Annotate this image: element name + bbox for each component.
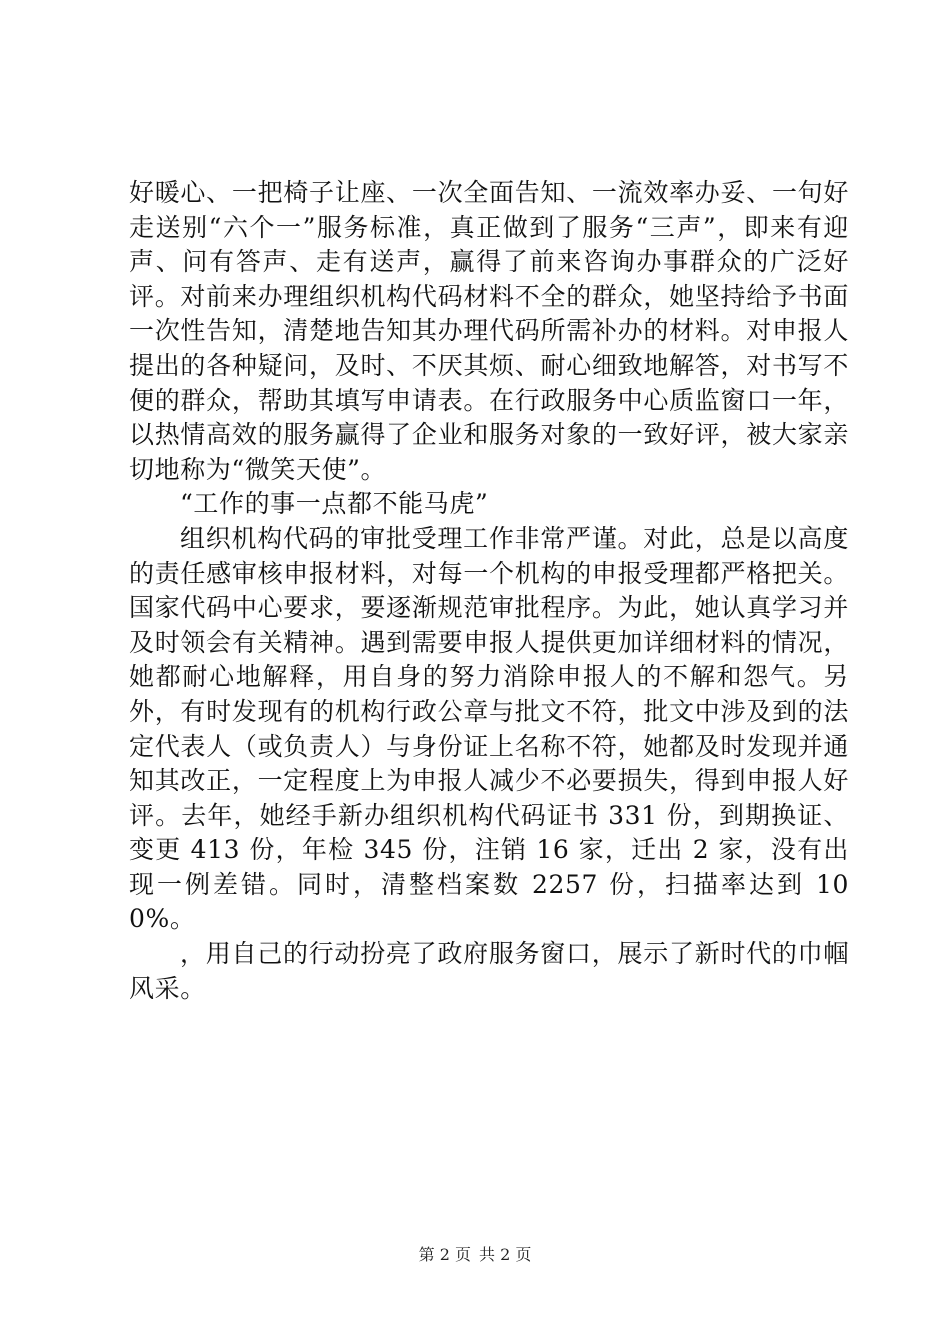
page-number: 第 2 页 xyxy=(418,1245,471,1264)
document-body xyxy=(129,176,849,1006)
paragraph-service-standards: 好暖心、一把椅子让座、一次全面告知、一流效率办妥、一句好走送别“六个一”服务标准，真正做到了服务“三声”，即来有迎声、问有答声、走有送声，赢得了前来咨询办事群众的广泛好评。对前来办理组织机构代码材料不全的群众，她坚持给予书面一次性告知，清楚地告知其办理代码所需补办的材料。对申报人提出的各种疑问，及时、不厌其烦、耐心细致地解答，对书写不便的群众，帮助其填写申请表。在行政服务中心质监窗口一年，以热情高效的服务赢得了企业和服务对象的一致好评，被大家亲切地称为“微笑天使”。 xyxy=(129,178,849,484)
paragraph-approval-work: 组织机构代码的审批受理工作非常严谨。对此，总是以高度的责任感审核申报材料，对每一个机构的申报受理都严格把关。国家代码中心要求，要逐渐规范审批程序。为此，她认真学习并及时领会有关精神。遇到需要申报人提供更加详细材料的情况，她都耐心地解释，用自身的努力消除申报人的不解和怨气。另外，有时发现有的机构行政公章与批文不符，批文中涉及到的法定代表人（或负责人）与身份证上名称不符，她都及时发现并通知其改正，一定程度上为申报人减少不必要损失，得到申报人好评。去年，她经手新办组织机构代码证书 331 份，到期换证、变更 413 份，年检 345 份，注销 16 家，迁出 2 家，没有出现一例差错。同时，清整档案数 2257 份，扫描率达到 100%。 xyxy=(129,523,849,934)
page-footer xyxy=(0,1242,950,1265)
page-total: 共 2 页 xyxy=(479,1245,532,1264)
paragraph-subheading: “工作的事一点都不能马虎” xyxy=(180,489,489,519)
paragraph-conclusion: ，用自己的行动扮亮了政府服务窗口，展示了新时代的巾帼风采。 xyxy=(129,939,849,1003)
